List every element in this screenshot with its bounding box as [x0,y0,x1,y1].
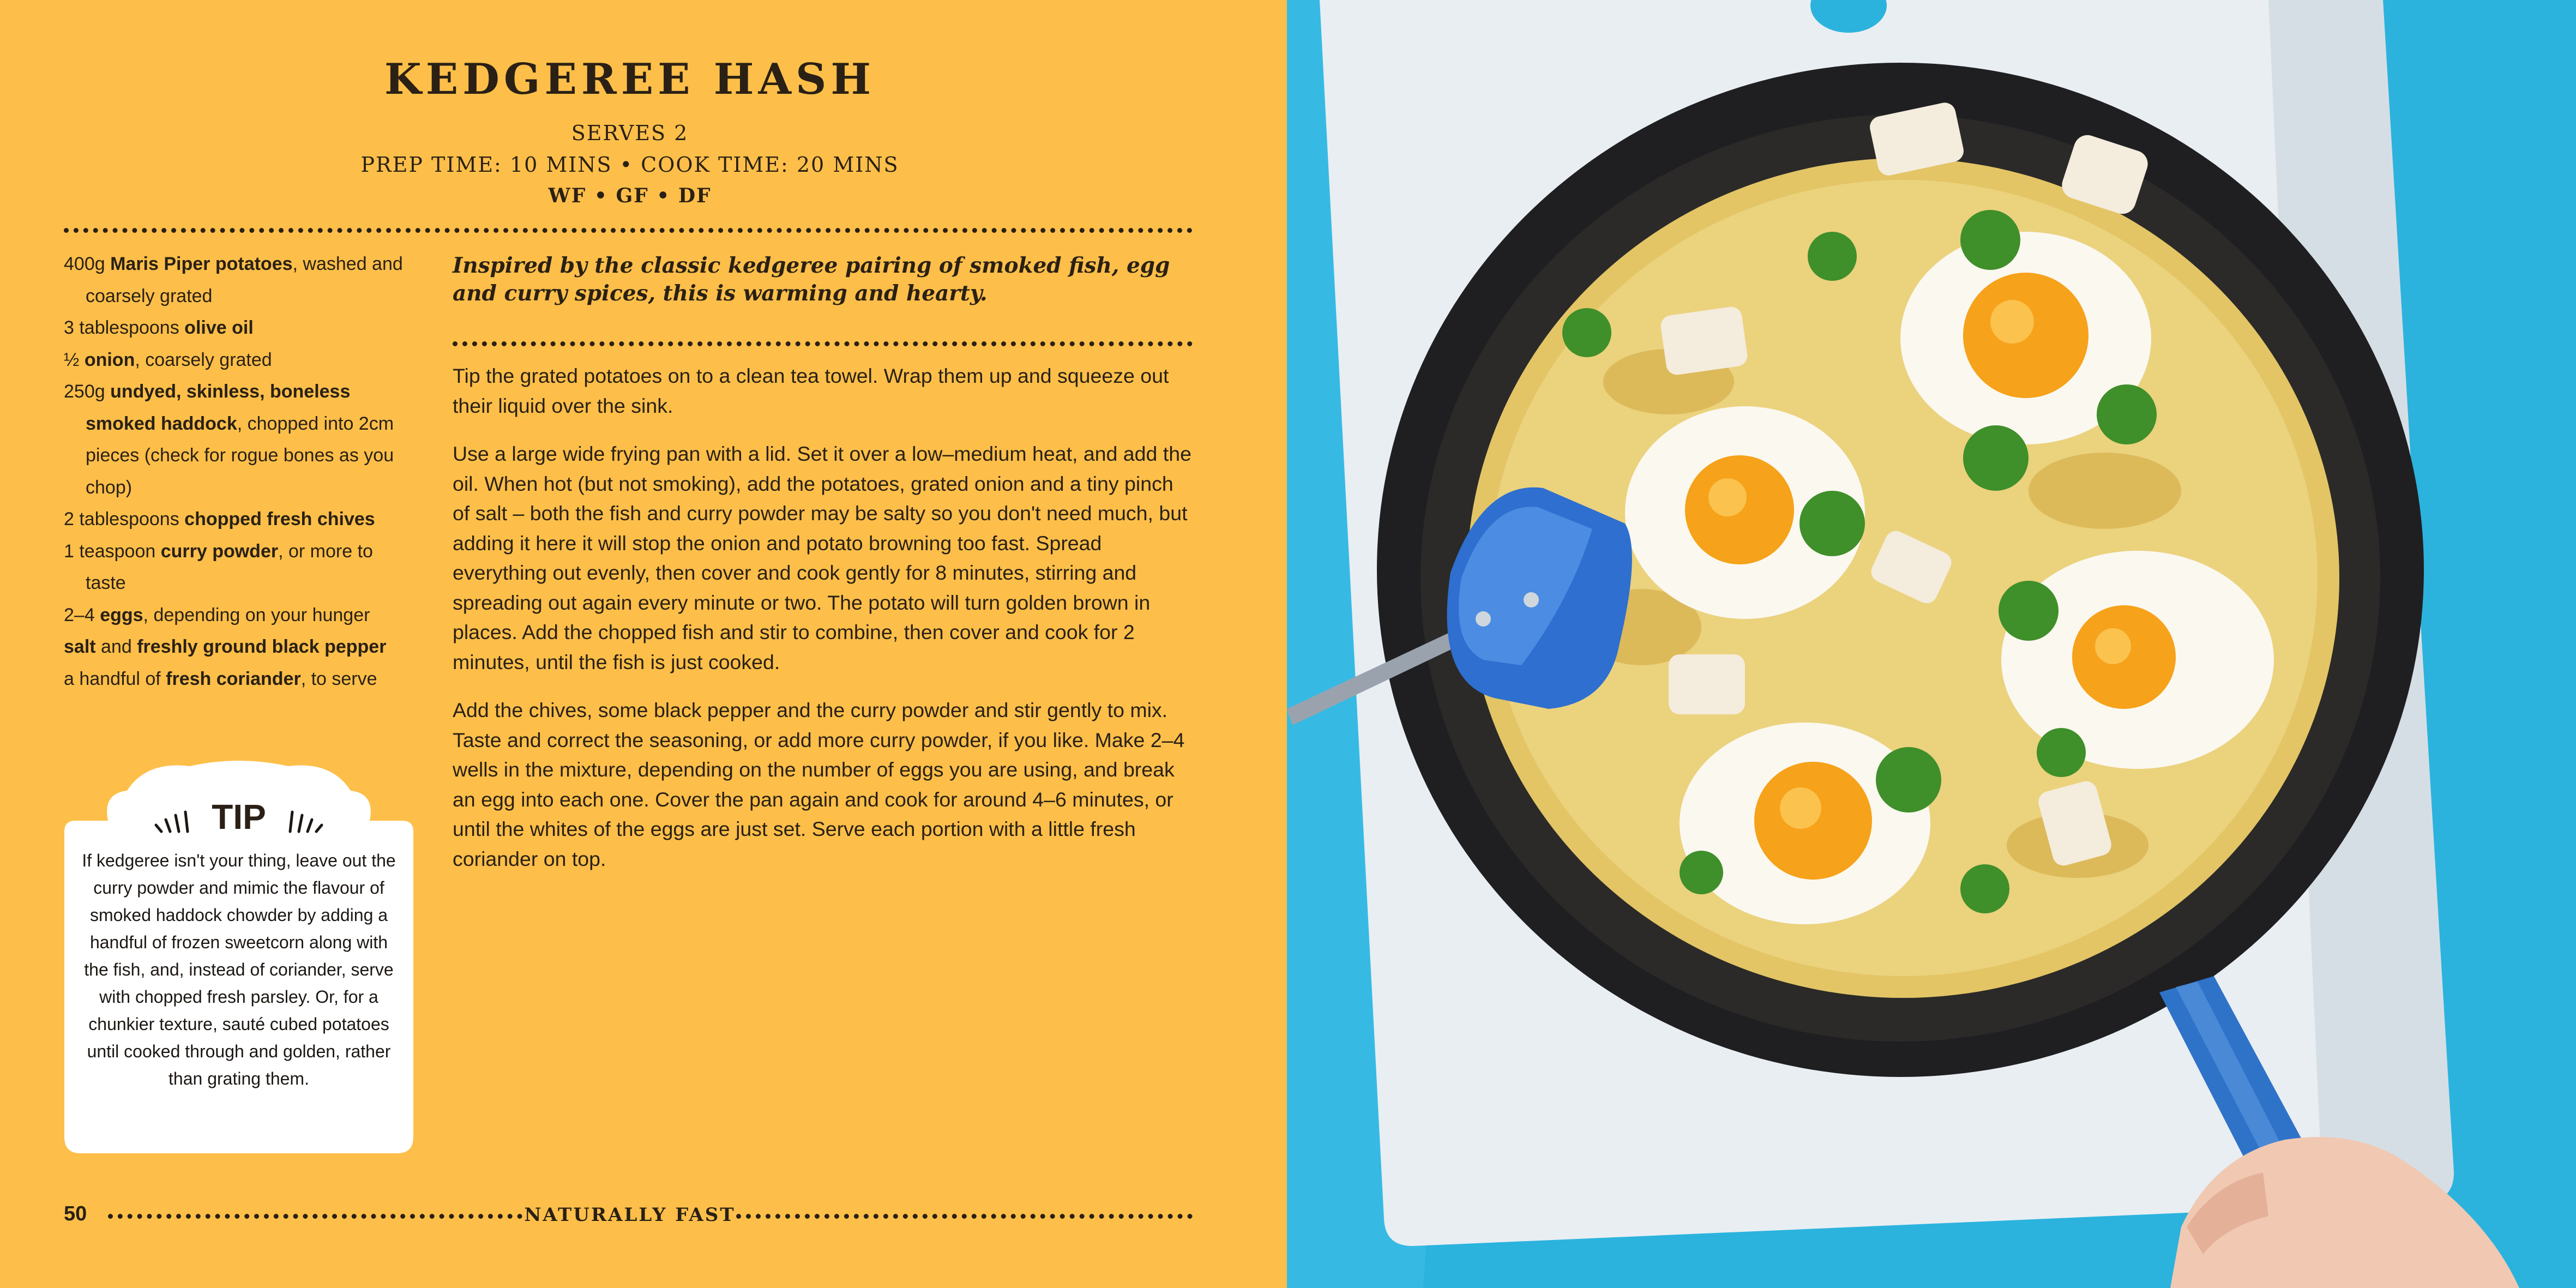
ingredient-item: ½ onion, coarsely grated [64,349,272,370]
footer-divider-right [736,1214,1193,1219]
method-steps [453,361,1194,892]
ingredient-list [64,248,413,695]
kedgeree-hash-photo [1287,0,2576,1288]
ingredient-item: 3 tablespoons olive oil [64,317,254,338]
serves-info: SERVES 2 [571,121,689,145]
intro-divider [453,341,1193,346]
method-step: Use a large wide frying pan with a lid. Set it over a low–medium heat, and add the oil. When hot (but not smoking), add the potatoes, grated onion and a tiny pinch of salt – both the fish and curry powder may be salty so you don't need much, but adding it here it will stop the onion and potato browning too fast. Spread everything out evenly, then cover and cook gently for 8 minutes, stirring and spreading out again every minute or two. The potato will turn golden brown in places. Add the chopped fish and stir to combine, then cover and cook for 2 minutes, until the fish is just cooked. [453,442,1191,673]
ingredient-item: 2–4 eggs, depending on your hunger [64,604,370,625]
ingredient-item: salt and freshly ground black pepper [64,636,387,657]
ingredient-item: 400g Maris Piper potatoes, washed and coarsely grated [64,254,403,306]
diet-tags: WF • GF • DF [548,184,712,207]
recipe-intro: Inspired by the classic kedgeree pairing of smoked fish, egg and curry spices, this is warming and hearty. [453,253,1170,306]
recipe-title: KEDGEREE HASH [384,55,876,104]
method-step: Add the chives, some black pepper and the curry powder and stir gently to mix. Taste and correct the seasoning, or add more curry powder, if you like. Make 2–4 wells in the mixture, depending on the number of eggs you are using, and break an egg into each one. Cover the pan again and cook for around 4–6 minutes, or until the whites of the eggs are just set. Serve each portion with a little fresh coriander on top. [453,699,1185,870]
tip-heading: TIP [212,797,266,836]
ingredient-item: 2 tablespoons chopped fresh chives [64,509,375,529]
method-step: Tip the grated potatoes on to a clean tea towel. Wrap them up and squeeze out their liquid over the sink. [453,364,1169,417]
tip-text: If kedgeree isn't your thing, leave out the curry powder and mimic the flavour of smoked haddock chowder by adding a handful of frozen sweetcorn along with the fish, and, instead of coriander, serve with chopped fresh parsley. Or, for a chunkier texture, sauté cubed potatoes until cooked through and golden, rather than grating them. [82,851,396,1088]
ingredient-item: a handful of fresh coriander, to serve [64,668,377,689]
time-info: PREP TIME: 10 MINS • COOK TIME: 20 MINS [360,153,899,177]
page-number: 50 [64,1202,87,1225]
header-divider [64,228,1193,233]
ingredient-item: 1 teaspoon curry powder, or more to taste [64,540,373,593]
ingredient-item: 250g undyed, skinless, boneless smoked haddock, chopped into 2cm pieces (check for rogue bones as you chop) [64,381,394,498]
running-footer: NATURALLY FAST [524,1204,736,1226]
tip-box [64,761,413,1153]
recipe-page [0,0,1287,1288]
dish-photo [1287,0,2576,1288]
